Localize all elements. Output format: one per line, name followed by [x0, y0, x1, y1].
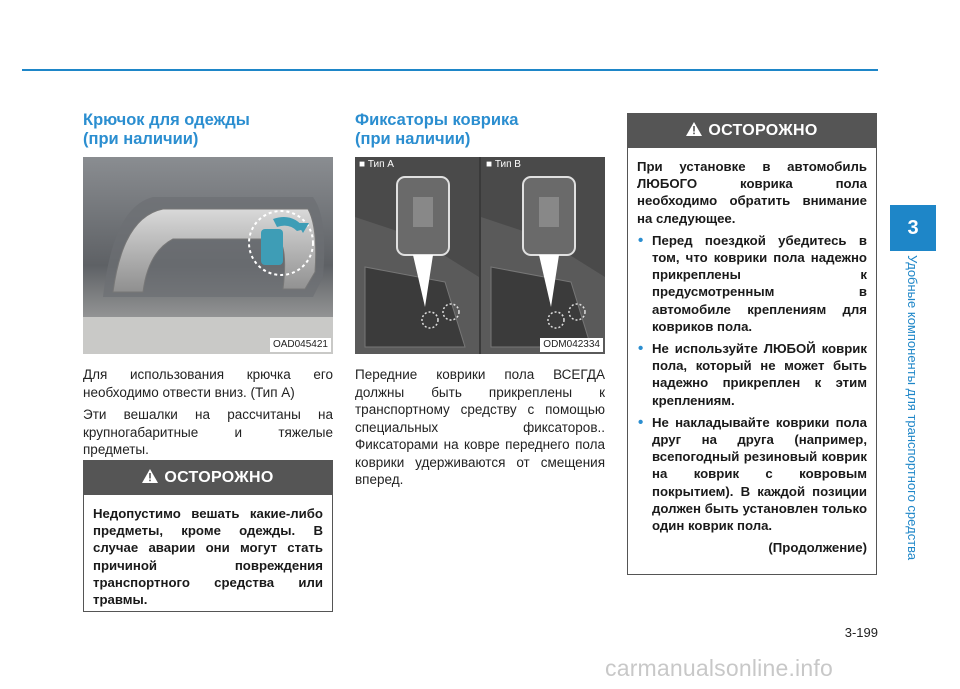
warning-triangle-icon [142, 469, 158, 488]
warning-triangle-icon [686, 122, 702, 141]
top-rule [22, 69, 878, 71]
bullet-icon: • [638, 413, 644, 431]
photo-code: ODM042334 [540, 338, 603, 352]
warning-body [628, 148, 876, 564]
bullet-icon: • [638, 231, 644, 249]
chapter-number: 3 [890, 205, 936, 251]
warning-title: ОСТОРОЖНО [708, 122, 818, 139]
watermark: carmanualsonline.info [605, 655, 833, 681]
paragraph: Эти вешалки на рассчитаны на крупногабаритные и тяжелые предметы. [83, 407, 333, 457]
warning-box-floor-mat [627, 113, 877, 575]
mat-anchor-photo [355, 157, 605, 354]
coat-hook-illustration [83, 157, 333, 354]
mat-anchor-text [355, 366, 605, 494]
warning-title: ОСТОРОЖНО [164, 469, 274, 486]
warning-list [637, 232, 867, 534]
continued-note: (Продолжение) [768, 540, 867, 556]
type-a-label: ■ Тип A [359, 159, 394, 170]
warning-header [84, 461, 332, 495]
warning-intro: При установке в автомобиль ЛЮБОГО коврика пола необходимо обратить внимание на следующее. [637, 159, 867, 226]
paragraph: Для использования крючка его необходимо отвести вниз. (Тип А) [83, 367, 333, 400]
section-heading-mat-anchors: Фиксаторы коврика (при наличии) [355, 111, 519, 148]
photo-code: OAD045421 [270, 338, 331, 352]
warning-box-coat-hook [83, 460, 333, 612]
bullet-icon: • [638, 340, 644, 358]
list-item: • Перед поездкой убедитесь в том, что коврики пола надежно прикреплены к предусмотренным в автомобиле креплениям для ковриков пола. [638, 231, 867, 334]
warning-text: Недопустимо вешать какие-либо предметы, кроме одежды. В случае аварии они могут стать причиной повреждения транспортного средства или травмы. [93, 506, 323, 608]
mat-anchor-illustration [355, 157, 605, 354]
type-b-label: ■ Тип B [486, 159, 521, 170]
coat-hook-text [83, 366, 333, 464]
page-number: 3-199 [844, 625, 878, 640]
chapter-title: Удобные компоненты для транспортного средства [905, 255, 920, 561]
paragraph: Передние коврики пола ВСЕГДА должны быть прикреплены к транспортному средству с помощью специальных фиксаторов.. Фиксаторами на ковре переднего пола коврики удерживаются от смещения вперед. [355, 367, 605, 487]
section-heading-coat-hook: Крючок для одежды (при наличии) [83, 111, 250, 148]
list-item: • Не накладывайте коврики пола друг на друга (например, всепогодный резиновый коврик на коврик с ковровым покрытием). В каждой позиции должен быть установлен только один коврик пола. [638, 413, 867, 534]
coat-hook-photo [83, 157, 333, 354]
warning-header [628, 114, 876, 148]
warning-body [84, 495, 332, 621]
list-item: • Не используйте ЛЮБОЙ коврик пола, который не может быть надежно прикреплен к этим креплениям. [638, 340, 867, 408]
